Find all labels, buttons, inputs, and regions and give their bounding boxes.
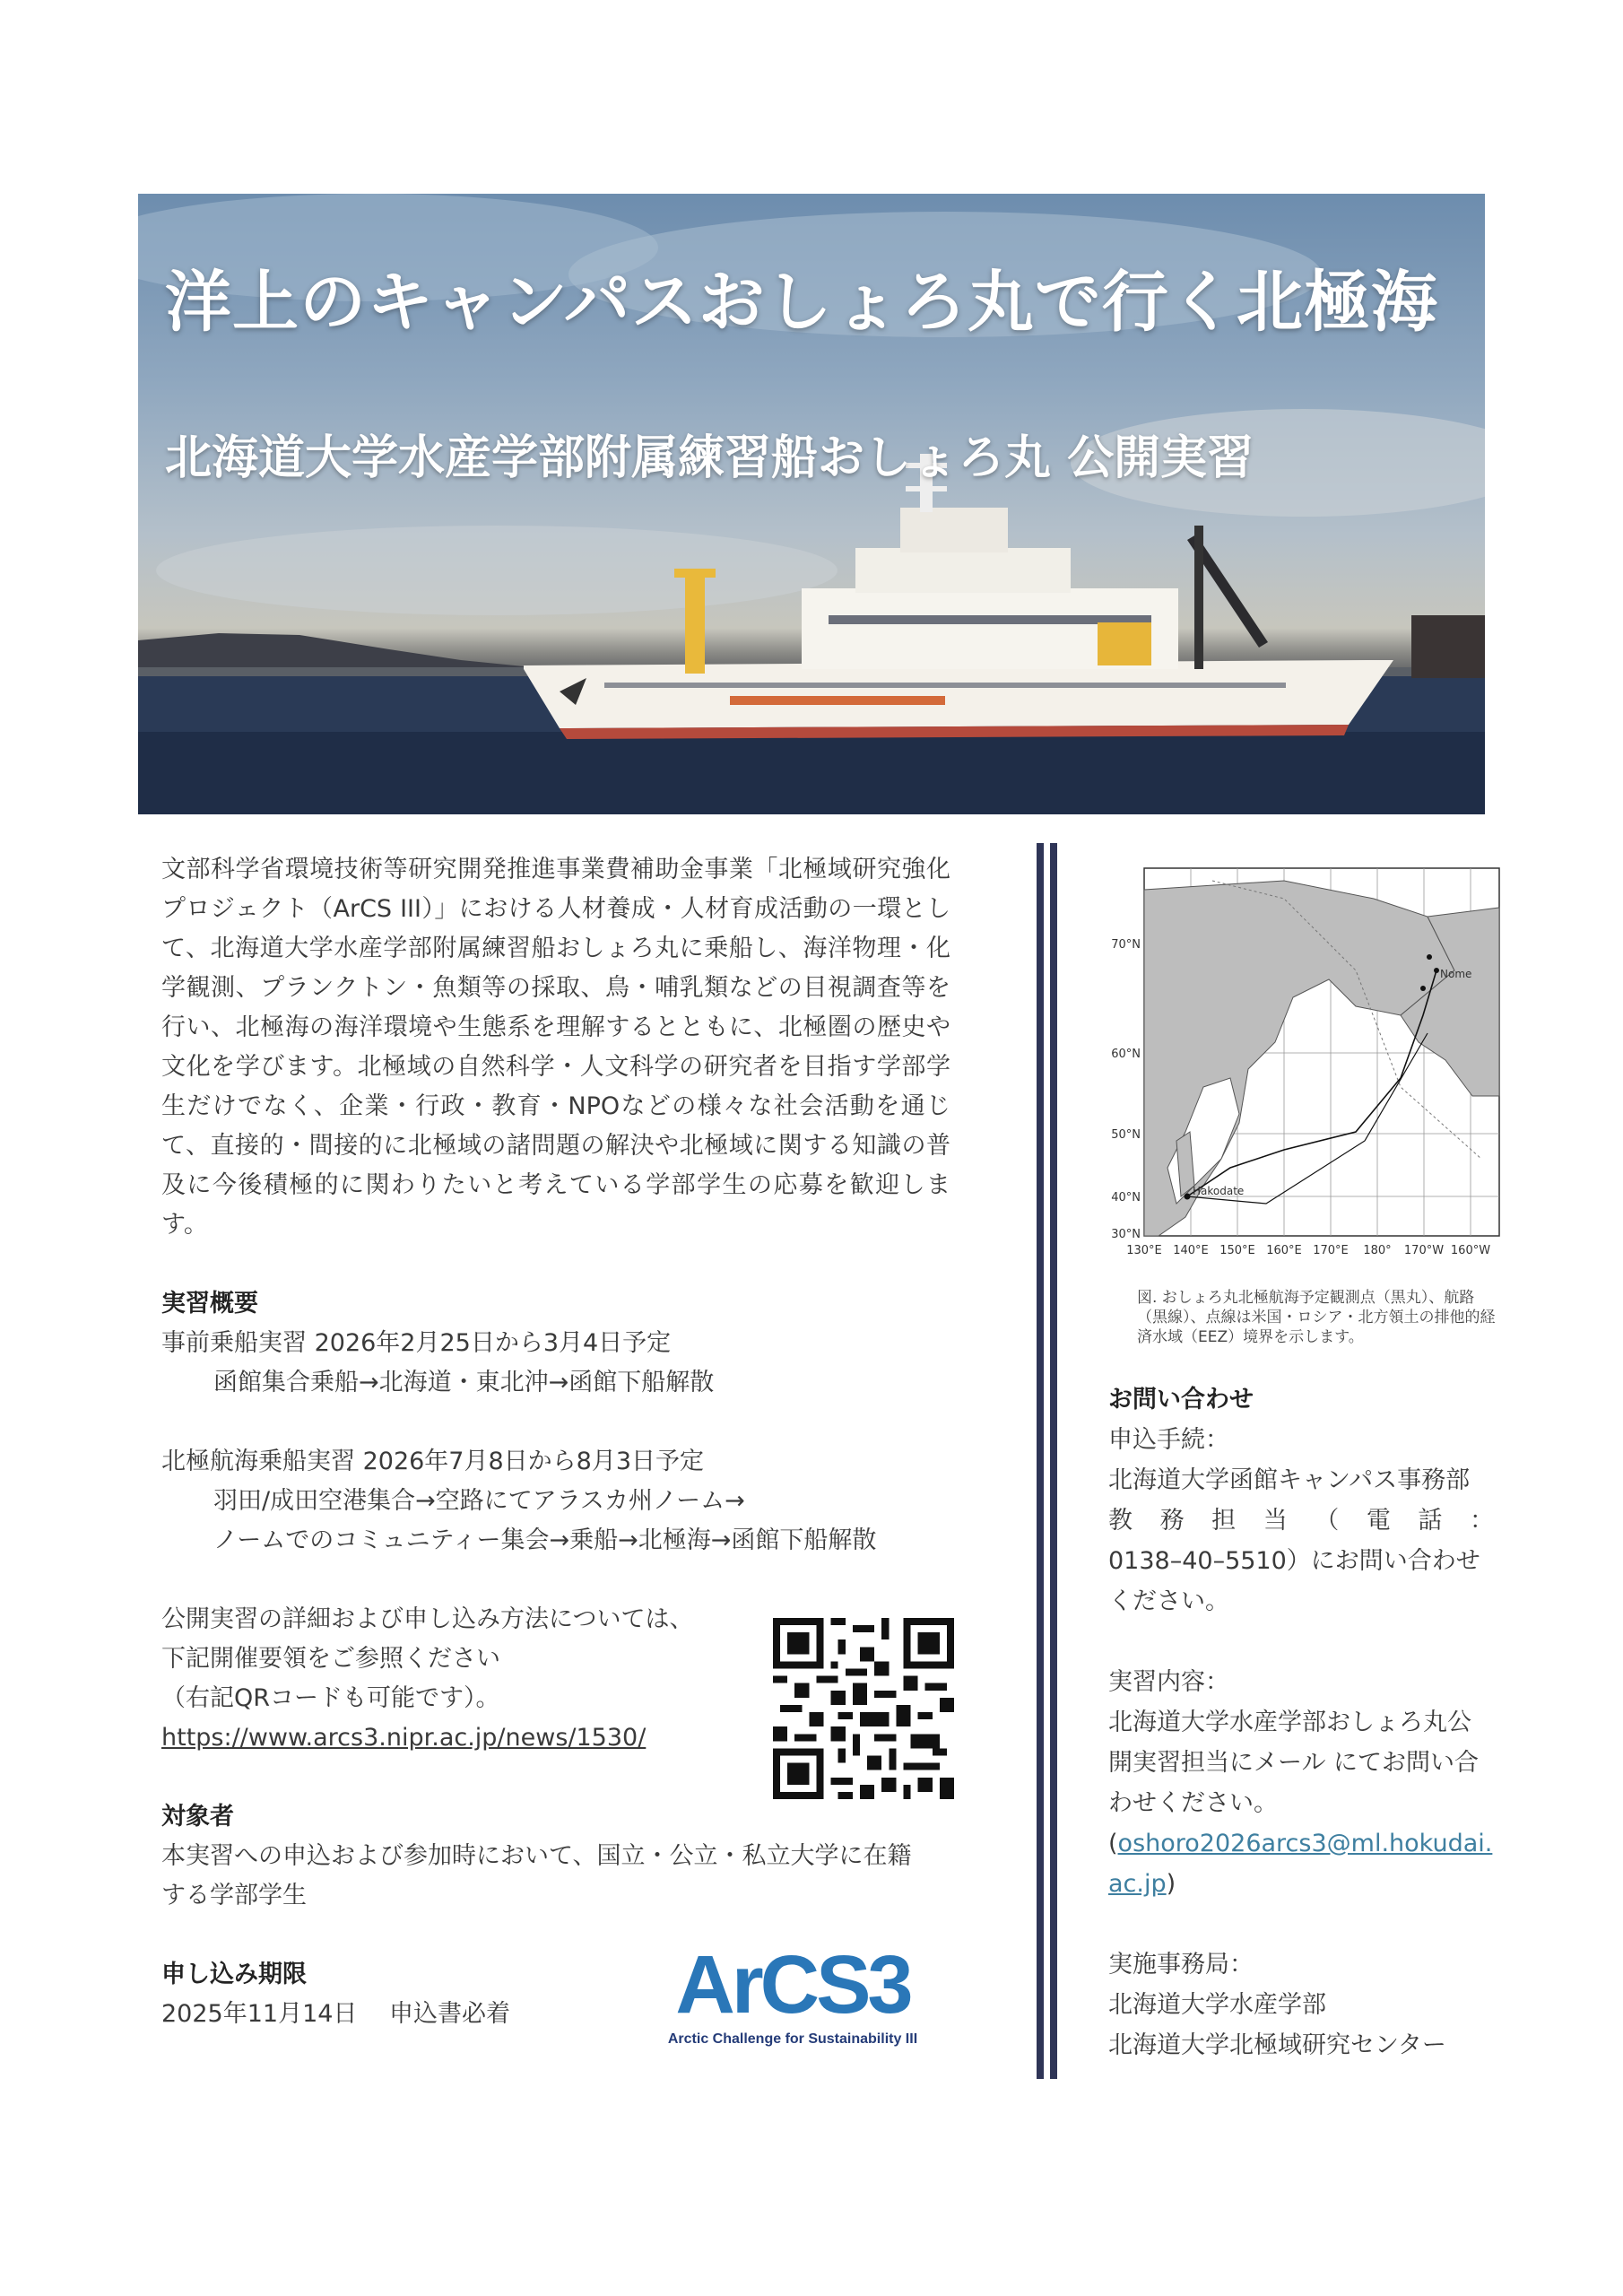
lon-label: 130°E xyxy=(1126,1244,1162,1257)
deadline-heading: 申し込み期限 xyxy=(161,1961,307,1988)
pre-cruise-dates: 事前乗船実習 2026年2月25日から3月4日予定 xyxy=(161,1329,672,1357)
details-url-link[interactable]: https://www.arcs3.nipr.ac.jp/news/1530/ xyxy=(161,1724,647,1752)
details-line-1: 公開実習の詳細および申し込み方法については、 xyxy=(161,1605,694,1633)
details-line-2: 下記開催要領をご参照ください xyxy=(161,1645,500,1673)
lat-label: 40°N xyxy=(1111,1191,1141,1205)
target-heading: 対象者 xyxy=(161,1803,234,1831)
office-label: 実施事務局： xyxy=(1108,1951,1254,1979)
office-line-1: 北海道大学水産学部 xyxy=(1108,1991,1326,2019)
content-text: 北海道大学水産学部おしょろ丸公開実習担当にメール にてお問い合わせください。 xyxy=(1108,1709,1480,1817)
target-text: 本実習への申込および参加時において、国立・公立・私立大学に在籍する学部学生 xyxy=(161,1842,912,1909)
column-divider xyxy=(1037,843,1058,2079)
email-open-paren: ( xyxy=(1108,1830,1118,1857)
lat-label: 60°N xyxy=(1111,1048,1141,1061)
content-label: 実習内容： xyxy=(1108,1668,1229,1696)
arctic-cruise-dates: 北極航海乗船実習 2026年7月8日から8月3日予定 xyxy=(161,1448,705,1475)
lon-label: 160°W xyxy=(1450,1244,1491,1257)
hero-title: 洋上のキャンパスおしょろ丸で行く北極海 xyxy=(165,264,1438,341)
details-line-3: （右記QRコードも可能です）。 xyxy=(161,1684,500,1712)
apply-phone: 0138–40–5510）にお問い合わせください。 xyxy=(1108,1547,1480,1615)
contact-heading: お問い合わせ xyxy=(1108,1386,1254,1413)
hero-banner xyxy=(138,194,1485,814)
office-line-2: 北海道大学北極域研究センター xyxy=(1108,2031,1446,2059)
lon-label: 180° xyxy=(1363,1244,1392,1257)
main-column xyxy=(161,850,950,2034)
lat-label: 30°N xyxy=(1111,1228,1141,1241)
intro-paragraph: 文部科学省環境技術等研究開発推進事業費補助金事業「北極域研究強化プロジェクト（ArCS III）」における人材養成・人材育成活動の一環として、北海道大学水産学部附属練習船おしょろ丸に乗船し、海洋物理・化学観測、プランクトン・魚類等の採取、鳥・哺乳類などの目視調査等を行い、北極海の海洋環境や生態系を理解するとともに、北極圏の歴史や文化を学びます。北極域の自然科学・人文科学の研究者を目指す学部学生だけでなく、企業・行政・教育・NPOなどの様々な社会活動を通じて、直接的・間接的に北極域の諸問題の解決や北極域に関する知識の普及に今後積極的に関わりたいと考えている学部学生の応募を歓迎します。 xyxy=(161,856,950,1239)
apply-staff: 教務担当（電話： xyxy=(1108,1507,1494,1535)
map-caption: 図. おしょろ丸北極航海予定観測点（黒丸）、航路（黒線）、点線は米国・ロシア・北方領土の排他的経済水域（EEZ）境界を示します。 xyxy=(1137,1289,1496,1346)
logo-tagline: Arctic Challenge for Sustainability III xyxy=(667,2031,918,2047)
lon-label: 160°E xyxy=(1266,1244,1302,1257)
lon-label: 140°E xyxy=(1173,1244,1209,1257)
email-close-paren: ) xyxy=(1166,1870,1176,1898)
arctic-route-line-2: ノームでのコミュニティー集会→乗船→北極海→函館下船解散 xyxy=(213,1526,877,1554)
overview-heading: 実習概要 xyxy=(161,1290,258,1318)
lon-label: 170°E xyxy=(1313,1244,1349,1257)
contact-column xyxy=(1108,1379,1494,2066)
map-label-hakodate: Hakodate xyxy=(1193,1185,1245,1197)
lat-label: 50°N xyxy=(1111,1128,1141,1142)
map-label-nome: Nome xyxy=(1440,968,1472,980)
email-link[interactable]: oshoro2026arcs3@ml.hokudai.ac.jp xyxy=(1108,1830,1493,1898)
qr-code[interactable] xyxy=(773,1618,954,1799)
lon-label: 150°E xyxy=(1219,1244,1255,1257)
lat-label: 70°N xyxy=(1111,938,1141,952)
deadline-text: 2025年11月14日 申込書必着 xyxy=(161,2000,511,2028)
logo-mark: ArCS3 xyxy=(675,1941,910,2031)
pre-cruise-route: 函館集合乗船→北海道・東北沖→函館下船解散 xyxy=(213,1369,715,1396)
apply-label: 申込手続： xyxy=(1108,1426,1229,1454)
route-map xyxy=(1105,863,1501,1266)
hero-subtitle: 北海道大学水産学部附属練習船おしょろ丸 公開実習 xyxy=(165,431,1254,485)
arctic-route-line-1: 羽田/成田空港集合→空路にてアラスカ州ノーム→ xyxy=(213,1487,745,1515)
lon-label: 170°W xyxy=(1403,1244,1445,1257)
apply-office: 北海道大学函館キャンパス事務部 xyxy=(1108,1466,1471,1494)
arcs3-logo xyxy=(649,1941,936,2050)
